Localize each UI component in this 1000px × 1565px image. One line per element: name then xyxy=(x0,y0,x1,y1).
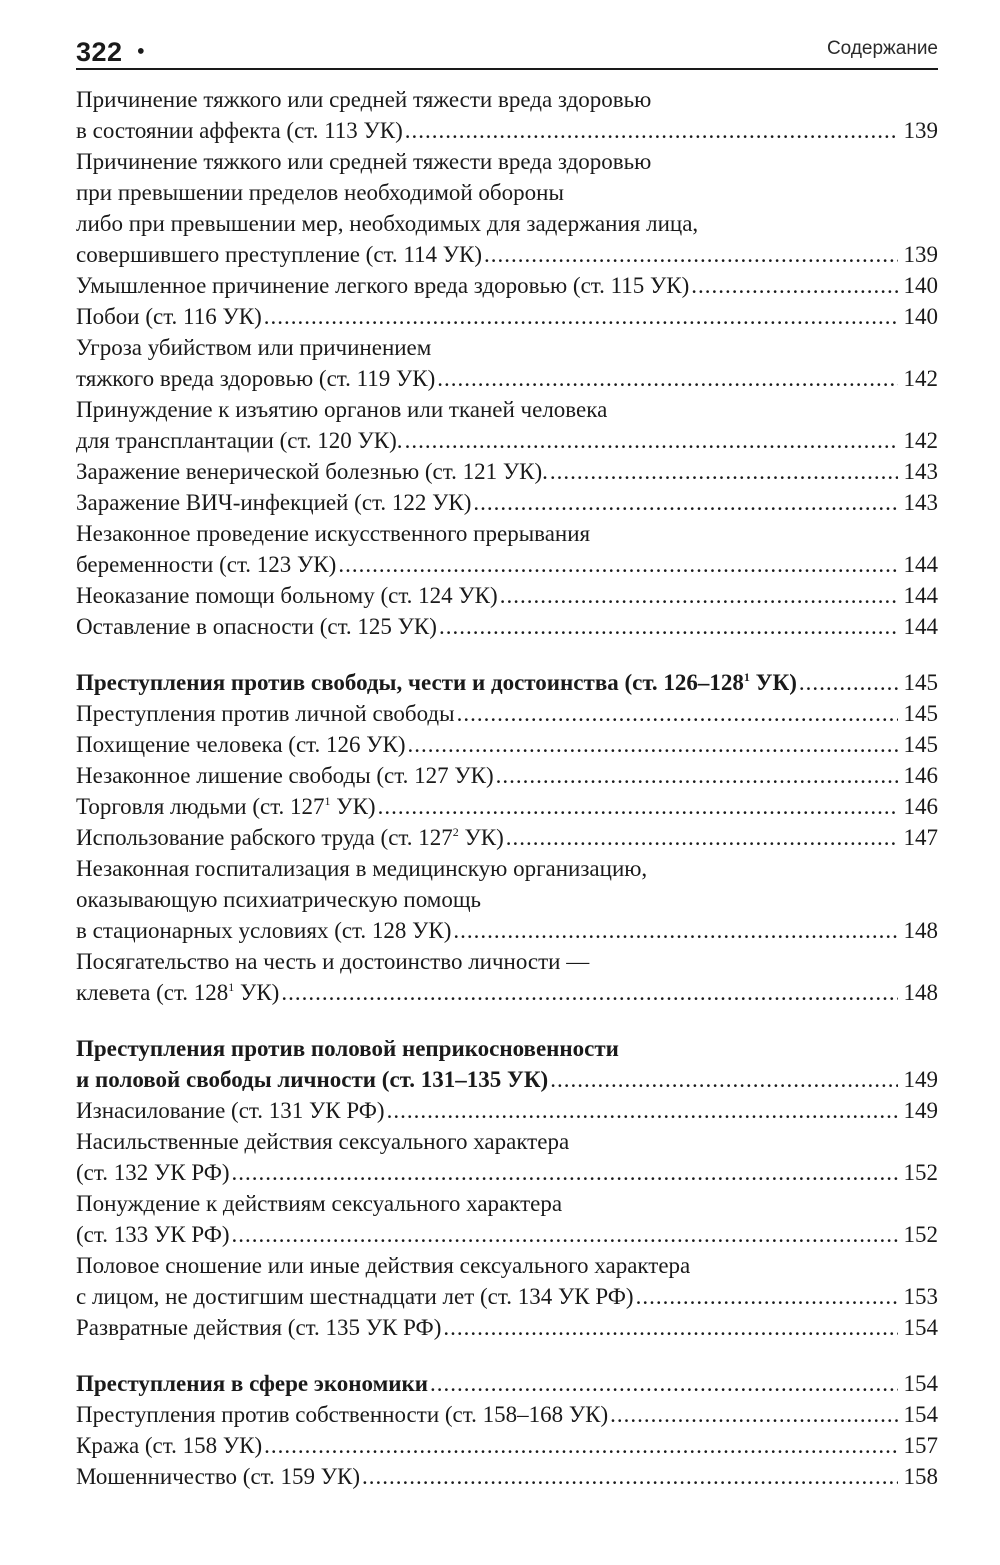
toc-entry-title: Развратные действия (ст. 135 УК РФ) xyxy=(76,1315,442,1340)
dot-leader xyxy=(378,791,898,822)
toc-entry-title: в стационарных условиях (ст. 128 УК) xyxy=(76,918,452,943)
toc-entry[interactable] xyxy=(76,1399,938,1430)
toc-page-number: 145 xyxy=(903,701,938,726)
toc-entry-title: Оставление в опасности (ст. 125 УК) xyxy=(76,614,437,639)
dot-leader xyxy=(484,239,898,270)
toc-entry[interactable] xyxy=(76,698,938,729)
toc-page-number: 153 xyxy=(903,1284,938,1309)
toc-entry-line: Угроза убийством или причинением xyxy=(76,335,432,360)
toc-page-number: 139 xyxy=(903,118,938,143)
toc-entry-title: совершившего преступление (ст. 114 УК) xyxy=(76,242,483,267)
toc-entry-last-line xyxy=(76,580,938,611)
toc-entry-title: Преступления против свободы, чести и достоинства (ст. $126-128^1$ УК) xyxy=(76,670,797,695)
toc-entry-last-line xyxy=(76,915,938,946)
header-bullet: • xyxy=(136,39,145,65)
dot-leader xyxy=(636,1281,898,1312)
dot-leader xyxy=(387,1095,898,1126)
toc-entry-last-line xyxy=(76,456,938,487)
toc-entry[interactable] xyxy=(76,1312,938,1343)
toc-entry[interactable] xyxy=(76,611,938,642)
toc-entry[interactable] xyxy=(76,394,938,456)
table-of-contents xyxy=(76,84,938,1492)
toc-page-number: 157 xyxy=(903,1433,938,1458)
dot-leader xyxy=(550,1064,898,1095)
toc-entry[interactable] xyxy=(76,667,938,698)
dot-leader xyxy=(500,580,898,611)
toc-page-number: 158 xyxy=(903,1464,938,1489)
toc-entry-title: Преступления в сфере экономики xyxy=(76,1371,429,1396)
toc-entry[interactable] xyxy=(76,1033,938,1095)
dot-leader xyxy=(443,1312,898,1343)
toc-entry-last-line xyxy=(76,1312,938,1343)
toc-entry-title: для трансплантации (ст. 120 УК). xyxy=(76,428,403,453)
toc-page-number: 142 xyxy=(903,366,938,391)
toc-entry[interactable] xyxy=(76,1095,938,1126)
dot-leader xyxy=(453,915,898,946)
dot-leader xyxy=(473,487,898,518)
toc-page-number: 154 xyxy=(903,1371,938,1396)
toc-entry-last-line xyxy=(76,487,938,518)
toc-entry-title: клевета (ст. $128^1$ УК) xyxy=(76,980,280,1005)
dot-leader xyxy=(232,1157,898,1188)
toc-entry-line: Понуждение к действиям сексуального характера xyxy=(76,1191,563,1216)
dot-leader xyxy=(437,363,898,394)
dot-leader xyxy=(362,1461,898,1492)
toc-entry-last-line xyxy=(76,1399,938,1430)
toc-page-number: 143 xyxy=(903,459,938,484)
toc-page-number: 154 xyxy=(903,1402,938,1427)
toc-entry-line: при превышении пределов необходимой обороны xyxy=(76,180,564,205)
toc-entry[interactable] xyxy=(76,487,938,518)
page-number-block xyxy=(76,37,145,68)
toc-page-number: 152 xyxy=(903,1222,938,1247)
toc-entry[interactable] xyxy=(76,946,938,1008)
toc-page-number: 144 xyxy=(903,614,938,639)
dot-leader xyxy=(439,611,898,642)
toc-entry-last-line xyxy=(76,115,938,146)
toc-entry[interactable] xyxy=(76,1368,938,1399)
toc-page-number: 152 xyxy=(903,1160,938,1185)
toc-entry-last-line xyxy=(76,760,938,791)
toc-entry-line: Преступления против половой неприкосновенности xyxy=(76,1036,619,1061)
toc-entry[interactable] xyxy=(76,1126,938,1188)
toc-entry-title: Торговля людьми (ст. $127^1$ УК) xyxy=(76,794,376,819)
toc-entry-title: и половой свободы личности (ст. 131–135 УК) xyxy=(76,1067,549,1092)
dot-leader xyxy=(691,270,898,301)
dot-leader xyxy=(506,822,898,853)
toc-entry-last-line xyxy=(76,1368,938,1399)
dot-leader xyxy=(550,456,898,487)
toc-entry-title: Использование рабского труда (ст. $127^2$ УК) xyxy=(76,825,504,850)
toc-entry-title: Побои (ст. 116 УК) xyxy=(76,304,262,329)
toc-entry-last-line xyxy=(76,270,938,301)
toc-page-number: 149 xyxy=(903,1098,938,1123)
toc-entry[interactable] xyxy=(76,146,938,270)
toc-entry-title: Изнасилование (ст. 131 УК РФ) xyxy=(76,1098,385,1123)
toc-entry-last-line xyxy=(76,1461,938,1492)
dot-leader xyxy=(405,425,898,456)
toc-entry-title: (ст. 133 УК РФ) xyxy=(76,1222,230,1247)
dot-leader xyxy=(232,1219,898,1250)
toc-entry-line: Половое сношение или иные действия сексуального характера xyxy=(76,1253,691,1278)
toc-entry[interactable] xyxy=(76,822,938,853)
toc-entry-title: Заражение венерической болезнью (ст. 121 УК). xyxy=(76,459,548,484)
toc-entry-title: Преступления против собственности (ст. 158–168 УК) xyxy=(76,1402,609,1427)
toc-entry-title: (ст. 132 УК РФ) xyxy=(76,1160,230,1185)
toc-page-number: 140 xyxy=(903,273,938,298)
dot-leader xyxy=(405,115,898,146)
toc-entry[interactable] xyxy=(76,301,938,332)
toc-entry-title: Незаконное лишение свободы (ст. 127 УК) xyxy=(76,763,494,788)
section-title: Содержание xyxy=(826,38,938,59)
toc-page-number: 139 xyxy=(903,242,938,267)
toc-entry-title: Мошенничество (ст. 159 УК) xyxy=(76,1464,361,1489)
toc-entry-last-line xyxy=(76,977,938,1008)
toc-entry-line: Причинение тяжкого или средней тяжести вреда здоровью xyxy=(76,87,652,112)
toc-entry-line: либо при превышении мер, необходимых для задержания лица, xyxy=(76,211,699,236)
dot-leader xyxy=(457,698,898,729)
toc-entry-last-line xyxy=(76,611,938,642)
toc-page-number: 142 xyxy=(903,428,938,453)
toc-entry-line: оказывающую психиатрическую помощь xyxy=(76,887,482,912)
toc-entry[interactable] xyxy=(76,1461,938,1492)
toc-entry-last-line xyxy=(76,667,938,698)
toc-entry-last-line xyxy=(76,698,938,729)
toc-entry-last-line xyxy=(76,363,938,394)
dot-leader xyxy=(264,1430,898,1461)
toc-entry-line: Незаконная госпитализация в медицинскую организацию, xyxy=(76,856,648,881)
toc-entry[interactable] xyxy=(76,1250,938,1312)
toc-entry[interactable] xyxy=(76,791,938,822)
toc-entry-last-line xyxy=(76,425,938,456)
dot-leader xyxy=(610,1399,898,1430)
toc-entry-title: Преступления против личной свободы xyxy=(76,701,455,726)
toc-entry[interactable] xyxy=(76,580,938,611)
toc-entry[interactable] xyxy=(76,518,938,580)
toc-page-number: 154 xyxy=(903,1315,938,1340)
toc-entry[interactable] xyxy=(76,729,938,760)
toc-entry-line: Незаконное проведение искусственного прерывания xyxy=(76,521,591,546)
toc-entry[interactable] xyxy=(76,270,938,301)
toc-entry-title: Умышленное причинение легкого вреда здоровью (ст. 115 УК) xyxy=(76,273,690,298)
toc-entry-last-line xyxy=(76,1430,938,1461)
toc-entry-line: Насильственные действия сексуального характера xyxy=(76,1129,570,1154)
toc-page-number: 149 xyxy=(903,1067,938,1092)
toc-entry-title: с лицом, не достигшим шестнадцати лет (ст. 134 УК РФ) xyxy=(76,1284,634,1309)
toc-page-number: 146 xyxy=(903,763,938,788)
toc-entry-last-line xyxy=(76,1064,938,1095)
toc-entry-title: тяжкого вреда здоровью (ст. 119 УК) xyxy=(76,366,436,391)
toc-entry[interactable] xyxy=(76,332,938,394)
toc-entry-last-line xyxy=(76,549,938,580)
toc-entry[interactable] xyxy=(76,456,938,487)
toc-entry-last-line xyxy=(76,239,938,270)
toc-entry[interactable] xyxy=(76,760,938,791)
toc-entry-last-line xyxy=(76,822,938,853)
toc-page-number: 144 xyxy=(903,583,938,608)
toc-page-number: 143 xyxy=(903,490,938,515)
toc-page-number: 146 xyxy=(903,794,938,819)
page-number: 322 xyxy=(76,37,123,67)
toc-entry-line: Принуждение к изъятию органов или тканей человека xyxy=(76,397,608,422)
toc-page-number: 148 xyxy=(903,980,938,1005)
toc-entry-title: Похищение человека (ст. 126 УК) xyxy=(76,732,406,757)
toc-page-number: 145 xyxy=(903,670,938,695)
dot-leader xyxy=(430,1368,898,1399)
toc-entry[interactable] xyxy=(76,1430,938,1461)
toc-entry-last-line xyxy=(76,729,938,760)
toc-page-number: 144 xyxy=(903,552,938,577)
toc-entry-last-line xyxy=(76,1157,938,1188)
toc-entry-title: Неоказание помощи больному (ст. 124 УК) xyxy=(76,583,498,608)
toc-entry-last-line xyxy=(76,791,938,822)
dot-leader xyxy=(408,729,898,760)
running-header xyxy=(76,30,938,70)
toc-entry-last-line xyxy=(76,301,938,332)
toc-page-number: 145 xyxy=(903,732,938,757)
dot-leader xyxy=(799,667,898,698)
toc-entry-last-line xyxy=(76,1095,938,1126)
dot-leader xyxy=(338,549,898,580)
toc-entry-line: Посягательство на честь и достоинство личности — xyxy=(76,949,590,974)
dot-leader xyxy=(264,301,898,332)
toc-entry[interactable] xyxy=(76,84,938,146)
toc-entry[interactable] xyxy=(76,853,938,946)
toc-entry-title: Кража (ст. 158 УК) xyxy=(76,1433,263,1458)
toc-page-number: 148 xyxy=(903,918,938,943)
toc-entry-line: Причинение тяжкого или средней тяжести вреда здоровью xyxy=(76,149,652,174)
toc-page-number: 140 xyxy=(903,304,938,329)
toc-entry-title: Заражение ВИЧ-инфекцией (ст. 122 УК) xyxy=(76,490,472,515)
toc-entry[interactable] xyxy=(76,1188,938,1250)
toc-entry-last-line xyxy=(76,1281,938,1312)
dot-leader xyxy=(281,977,898,1008)
dot-leader xyxy=(496,760,898,791)
toc-entry-last-line xyxy=(76,1219,938,1250)
toc-page-number: 147 xyxy=(903,825,938,850)
toc-entry-title: беременности (ст. 123 УК) xyxy=(76,552,337,577)
toc-entry-title: в состоянии аффекта (ст. 113 УК) xyxy=(76,118,403,143)
